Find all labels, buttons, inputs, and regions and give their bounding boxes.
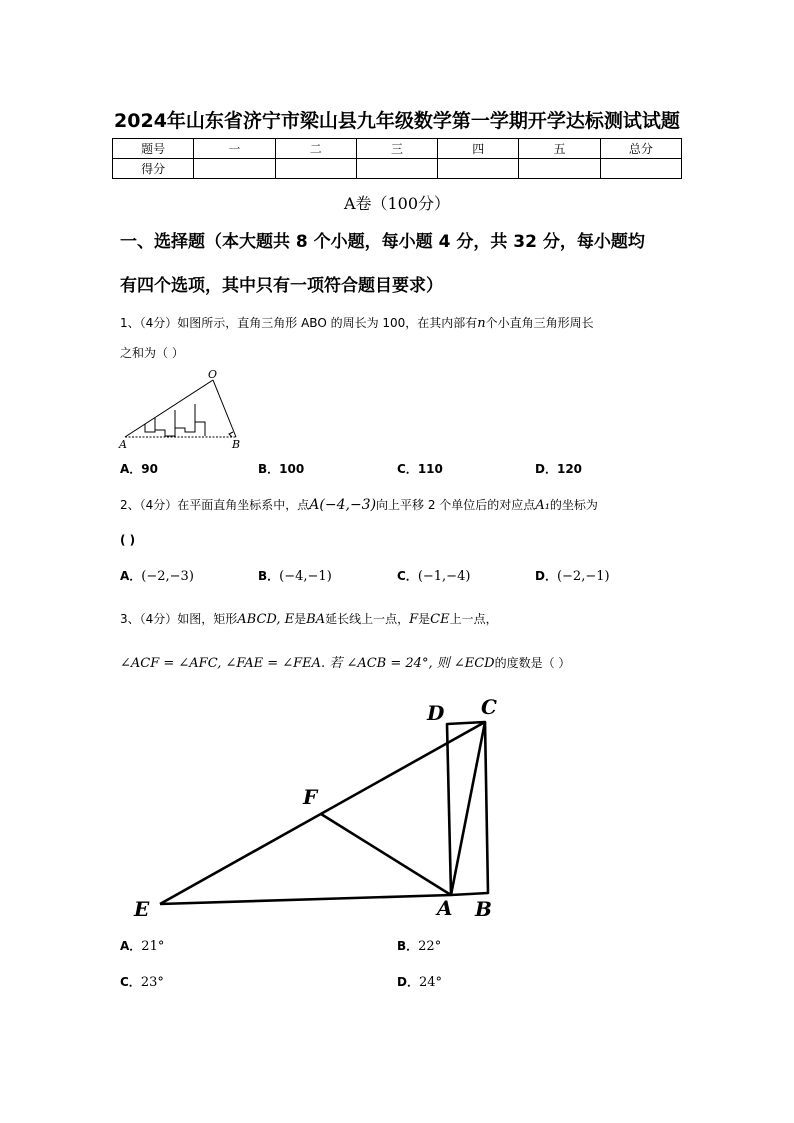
q3-option-b[interactable] [397, 937, 441, 954]
option-key: B． [258, 462, 280, 476]
q3-math: F [409, 612, 419, 627]
q1-stem-line1 [120, 314, 594, 331]
q1-stem-suffix: 个小直角三角形周长 [485, 316, 594, 330]
option-value: 24° [418, 975, 443, 990]
q3-stem-line1 [120, 610, 498, 627]
q3-label-A: A [437, 896, 453, 920]
score-cell[interactable] [600, 159, 681, 179]
score-cell[interactable] [275, 159, 356, 179]
option-value: (−1,−4) [417, 569, 471, 584]
option-key: B． [258, 569, 280, 583]
score-cell[interactable] [438, 159, 519, 179]
option-key: D． [535, 569, 557, 583]
q2-option-d[interactable] [535, 567, 610, 584]
q3-stem-line2 [120, 652, 570, 671]
option-value: 120 [556, 462, 583, 476]
q3-segment-FA [321, 814, 451, 895]
q3-text: 是 [294, 612, 307, 626]
option-key: D． [535, 462, 557, 476]
q2-option-c[interactable] [397, 567, 470, 584]
score-row-label: 得分 [113, 159, 194, 179]
q1-side-AO [125, 380, 213, 437]
q1-option-c[interactable] [397, 460, 443, 477]
q2-option-b[interactable] [258, 567, 332, 584]
q1-figure [115, 370, 255, 452]
q3-math: CE [430, 612, 450, 627]
q3-option-a[interactable] [120, 937, 164, 954]
q3-segment-EC [160, 722, 485, 904]
q3-text: 是 [418, 612, 431, 626]
score-cell[interactable] [356, 159, 437, 179]
q3-label-C: C [481, 695, 497, 719]
q3-text: 3、（4分）如图，矩形 [120, 612, 238, 626]
q1-stem-prefix: 1、（4分）如图所示，直角三角形 ABO 的周长为 100，在其内部有 [120, 316, 478, 330]
option-value: (−2,−3) [141, 569, 194, 584]
q1-label-A: A [119, 438, 127, 451]
q3-text: 上一点， [449, 612, 498, 626]
option-value: 21° [141, 939, 165, 954]
score-cell[interactable] [519, 159, 600, 179]
q1-right-angle-mark [229, 432, 233, 437]
q1-option-b[interactable] [258, 460, 304, 477]
score-header-cell: 一 [194, 139, 275, 159]
score-header-cell: 题号 [113, 139, 194, 159]
q3-figure [125, 690, 515, 925]
score-header-cell: 二 [275, 139, 356, 159]
section-heading: A卷（100分） [343, 194, 451, 213]
page-title: 2024年山东省济宁市梁山县九年级数学第一学期开学达标测试试题 [114, 110, 680, 132]
option-key: C． [120, 975, 141, 989]
option-value: 22° [418, 939, 442, 954]
q3-math: BA [306, 612, 326, 627]
score-cell[interactable] [194, 159, 275, 179]
option-value: 110 [417, 462, 443, 476]
option-value: 23° [140, 975, 164, 990]
q1-label-B: B [232, 438, 241, 451]
score-header-cell: 三 [356, 139, 437, 159]
q1-label-O: O [208, 370, 218, 381]
q1-var-n: n [477, 316, 486, 331]
q1-option-a[interactable] [120, 460, 158, 477]
q3-stem-suffix: 的度数是（ ） [494, 656, 571, 670]
option-value: 100 [279, 462, 305, 476]
q2-stem-line2: ( ) [120, 533, 136, 547]
q2-option-a[interactable] [120, 567, 194, 584]
q2-stem-middle: 向上平移 2 个单位后的对应点 [376, 498, 536, 512]
option-key: A． [120, 462, 142, 476]
q3-condition-math: ∠ACF = ∠AFC, ∠FAE = ∠FEA. 若 ∠ACB = 24°, 则 ∠ECD [120, 656, 495, 671]
score-table [112, 138, 682, 179]
q3-option-d[interactable] [397, 973, 442, 990]
q2-stem-line1 [120, 496, 598, 513]
part1-heading-line2: 有四个选项，其中只有一项符合题目要求） [120, 276, 443, 296]
score-header-cell: 五 [519, 139, 600, 159]
option-key: A． [120, 569, 142, 583]
option-value: (−2,−1) [556, 569, 610, 584]
option-key: B． [397, 939, 419, 953]
q1-side-OB [213, 380, 236, 437]
part1-heading-line1: 一、选择题（本大题共 8 个小题，每小题 4 分，共 32 分，每小题均 [120, 232, 645, 252]
q3-text: 延长线上一点， [325, 612, 410, 626]
score-table-score-row [113, 159, 682, 179]
q3-label-D: D [427, 701, 445, 725]
score-header-cell: 总分 [600, 139, 681, 159]
q3-label-E: E [134, 897, 150, 921]
option-key: A． [120, 939, 142, 953]
q3-label-B: B [475, 897, 492, 921]
option-key: C． [397, 569, 418, 583]
q2-stem-suffix: 的坐标为 [549, 498, 598, 512]
q3-segment-EA [160, 895, 451, 904]
q2-point-a1: A₁ [535, 498, 550, 513]
q3-label-F: F [303, 785, 318, 809]
q3-math: ABCD, E [237, 612, 295, 627]
q3-option-c[interactable] [120, 973, 164, 990]
score-table-header-row [113, 139, 682, 159]
option-value: 90 [141, 462, 158, 476]
q2-stem-prefix: 2、（4分）在平面直角坐标系中，点 [120, 498, 310, 512]
q1-option-d[interactable] [535, 460, 582, 477]
option-value: (−4,−1) [279, 569, 332, 584]
q2-point-a: A(−4,−3) [309, 497, 377, 513]
q1-stem-line2: 之和为（ ） [120, 346, 184, 360]
option-key: D． [397, 975, 419, 989]
score-header-cell: 四 [438, 139, 519, 159]
q3-segment-AC [451, 722, 485, 895]
option-key: C． [397, 462, 418, 476]
